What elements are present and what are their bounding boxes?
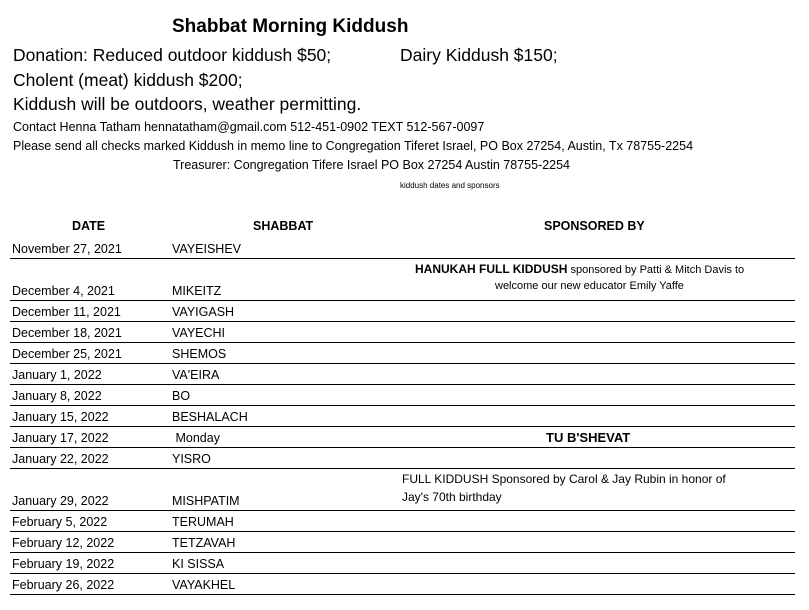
table-row — [10, 259, 795, 301]
table-row — [10, 511, 795, 532]
row-date: January 22, 2022 — [12, 452, 109, 466]
table-row — [10, 385, 795, 406]
table-row — [10, 448, 795, 469]
contact-line: Contact Henna Tatham hennatatham@gmail.com 512-451-0902 TEXT 512-567-0097 — [13, 120, 485, 134]
table-row — [10, 427, 795, 448]
checks-line: Please send all checks marked Kiddush in memo line to Congregation Tiferet Israel, PO Box 27254, Austin, Tx 78755-2254 — [13, 139, 694, 153]
row-date: November 27, 2021 — [12, 242, 122, 256]
event-label: TU B'SHEVAT — [546, 430, 631, 445]
table-row — [10, 469, 795, 511]
row-shabbat: MISHPATIM — [172, 494, 240, 508]
table-row — [10, 532, 795, 553]
row-date: February 19, 2022 — [12, 557, 115, 571]
table-row — [10, 343, 795, 364]
outdoors-note: Kiddush will be outdoors, weather permitting. — [13, 94, 362, 114]
row-shabbat: MIKEITZ — [172, 284, 222, 298]
column-header-sponsored-by: SPONSORED BY — [544, 219, 645, 233]
table-row — [10, 553, 795, 574]
kiddush-schedule-table — [10, 238, 795, 595]
table-row — [10, 406, 795, 427]
page-title: Shabbat Morning Kiddush — [172, 16, 409, 37]
row-date: February 12, 2022 — [12, 536, 115, 550]
table-row — [10, 322, 795, 343]
row-date: January 1, 2022 — [12, 368, 102, 382]
row-shabbat: VAYECHI — [172, 326, 226, 340]
row-shabbat: KI SISSA — [172, 557, 225, 571]
row-date: December 18, 2021 — [12, 326, 122, 340]
row-shabbat: TETZAVAH — [172, 536, 236, 550]
sponsor-highlight: HANUKAH FULL KIDDUSH — [415, 262, 568, 276]
row-date: January 29, 2022 — [12, 494, 109, 508]
sponsor-text-line1: FULL KIDDUSH Sponsored by Carol & Jay Rubin in honor of — [402, 472, 726, 486]
sponsor-text-line2: welcome our new educator Emily Yaffe — [495, 280, 684, 292]
table-row — [10, 238, 795, 259]
row-shabbat: VAYAKHEL — [172, 578, 236, 592]
sponsor-text-line2: Jay's 70th birthday — [402, 490, 502, 504]
donation-cholent-text: Cholent (meat) kiddush $200; — [13, 70, 243, 90]
row-shabbat: Monday — [172, 431, 220, 445]
row-date: December 11, 2021 — [12, 305, 121, 319]
treasurer-line: Treasurer: Congregation Tifere Israel PO Box 27254 Austin 78755-2254 — [173, 158, 570, 172]
row-date: December 25, 2021 — [12, 347, 122, 361]
row-date: December 4, 2021 — [12, 284, 115, 298]
row-date: January 8, 2022 — [12, 389, 102, 403]
column-header-date: DATE — [72, 219, 106, 233]
sponsor-details: sponsored by Patti & Mitch Davis to — [567, 264, 745, 276]
row-shabbat: YISRO — [172, 452, 211, 466]
column-header-shabbat: SHABBAT — [253, 219, 314, 233]
donation-reduced-text: Donation: Reduced outdoor kiddush $50; — [13, 45, 332, 65]
table-row — [10, 364, 795, 385]
row-shabbat: BESHALACH — [172, 410, 248, 424]
donation-dairy-text: Dairy Kiddush $150; — [400, 45, 558, 65]
row-shabbat: VA'EIRA — [172, 368, 220, 382]
row-date: February 26, 2022 — [12, 578, 115, 592]
row-date: January 17, 2022 — [12, 431, 109, 445]
row-shabbat: SHEMOS — [172, 347, 227, 361]
row-date: January 15, 2022 — [12, 410, 109, 424]
row-date: February 5, 2022 — [12, 515, 108, 529]
row-shabbat: VAYIGASH — [172, 305, 235, 319]
row-shabbat: BO — [172, 389, 191, 403]
row-shabbat: TERUMAH — [172, 515, 234, 529]
table-row — [10, 301, 795, 322]
table-row — [10, 574, 795, 595]
sponsor-subnote: kiddush dates and sponsors — [400, 181, 500, 190]
row-shabbat: VAYEISHEV — [172, 242, 242, 256]
